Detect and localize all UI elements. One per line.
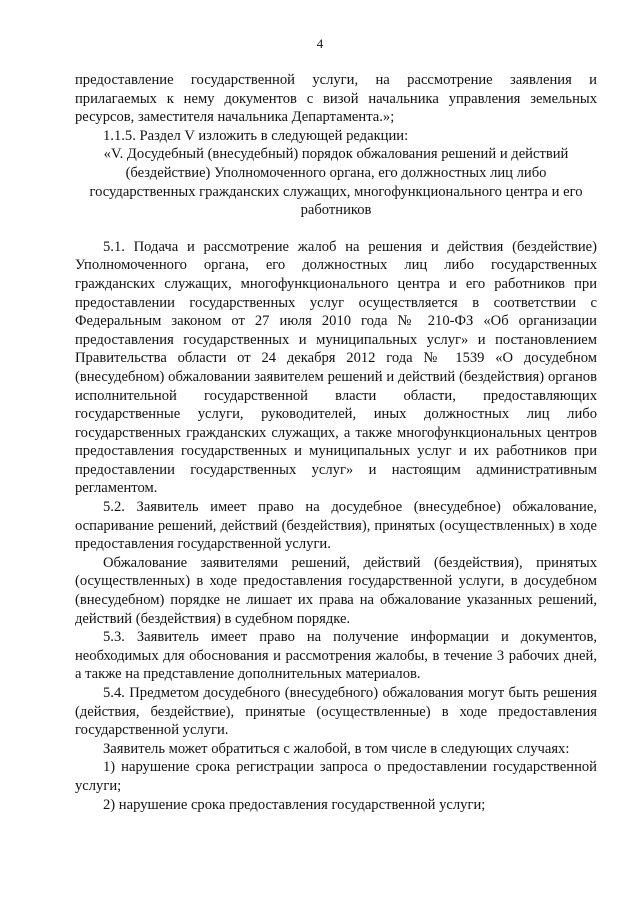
paragraph-5-2: 5.2. Заявитель имеет право на досудебное (внесудебное) обжалование, оспаривание решений, действий (бездействия), принятых (осуществленных) в ходе предоставления государственной услуги. (75, 499, 597, 553)
amendment-paragraph: 1.1.5. Раздел V изложить в следующей редакции: (103, 127, 409, 144)
paragraph-5-4: 5.4. Предметом досудебного (внесудебного) обжалования могут быть решения (действия, бездействие), принятые (осуществленные) в ходе предоставления государственной услуги. (75, 685, 597, 739)
paragraph-5-3: 5.3. Заявитель имеет право на получение информации и документов, необходимых для обоснования и рассмотрения жалобы, в течение 3 рабочих дней, а также на представление дополнительных материалов. (75, 629, 597, 683)
paragraph-appeal-rights: Обжалование заявителями решений, действий (бездействия), принятых (осуществленных) в ходе предоставления государственной услуги, в досудебном (внесудебном) порядке не лишает их права на обжалование указанных решений, действий (бездействия) в судебном порядке. (75, 554, 597, 627)
list-item-2: 2) нарушение срока предоставления государственной услуги; (103, 796, 486, 813)
document-body (75, 71, 597, 814)
page-number: 4 (316, 36, 324, 51)
paragraph-5-1: 5.1. Подача и рассмотрение жалоб на решения и действия (бездействие) Уполномоченного органа, его должностных лиц либо государственных гражданских служащих, многофункционального центра и его работников при предоставлении государственных услуг осуществляется в соответствии с Федеральным законом от 27 июля 2010 года № 210-ФЗ «Об организации предоставления государственных и муниципальных услуг» и постановлением Правительства области от 24 декабря 2012 года № 1539 «О досудебном (внесудебном) обжаловании заявителем решений и действий (бездействия) органов исполнительной государственной власти области, предоставляющих государственные услуги, руководителей, иных должностных лиц либо государственных гражданских служащих, а также многофункциональных центров предоставления государственных и муниципальных услуг и их работников при предоставлении государственных услуг» и настоящим административным регламентом. (75, 238, 597, 497)
list-item-1: 1) нарушение срока регистрации запроса о предоставлении государственной услуги; (75, 759, 597, 794)
intro-paragraph: предоставление государственной услуги, на рассмотрение заявления и прилагаемых к нему документов с визой начальника управления земельных ресурсов, заместителя начальника Департамента.»; (75, 72, 597, 126)
section-heading: «V. Досудебный (внесудебный) порядок обжалования решений и действий (бездействие) Уполномоченного органа, его должностных лиц либо государственных гражданских служащих, многофункционального центра и его работников (89, 146, 583, 219)
paragraph-cases-intro: Заявитель может обратиться с жалобой, в том числе в следующих случаях: (103, 740, 570, 757)
